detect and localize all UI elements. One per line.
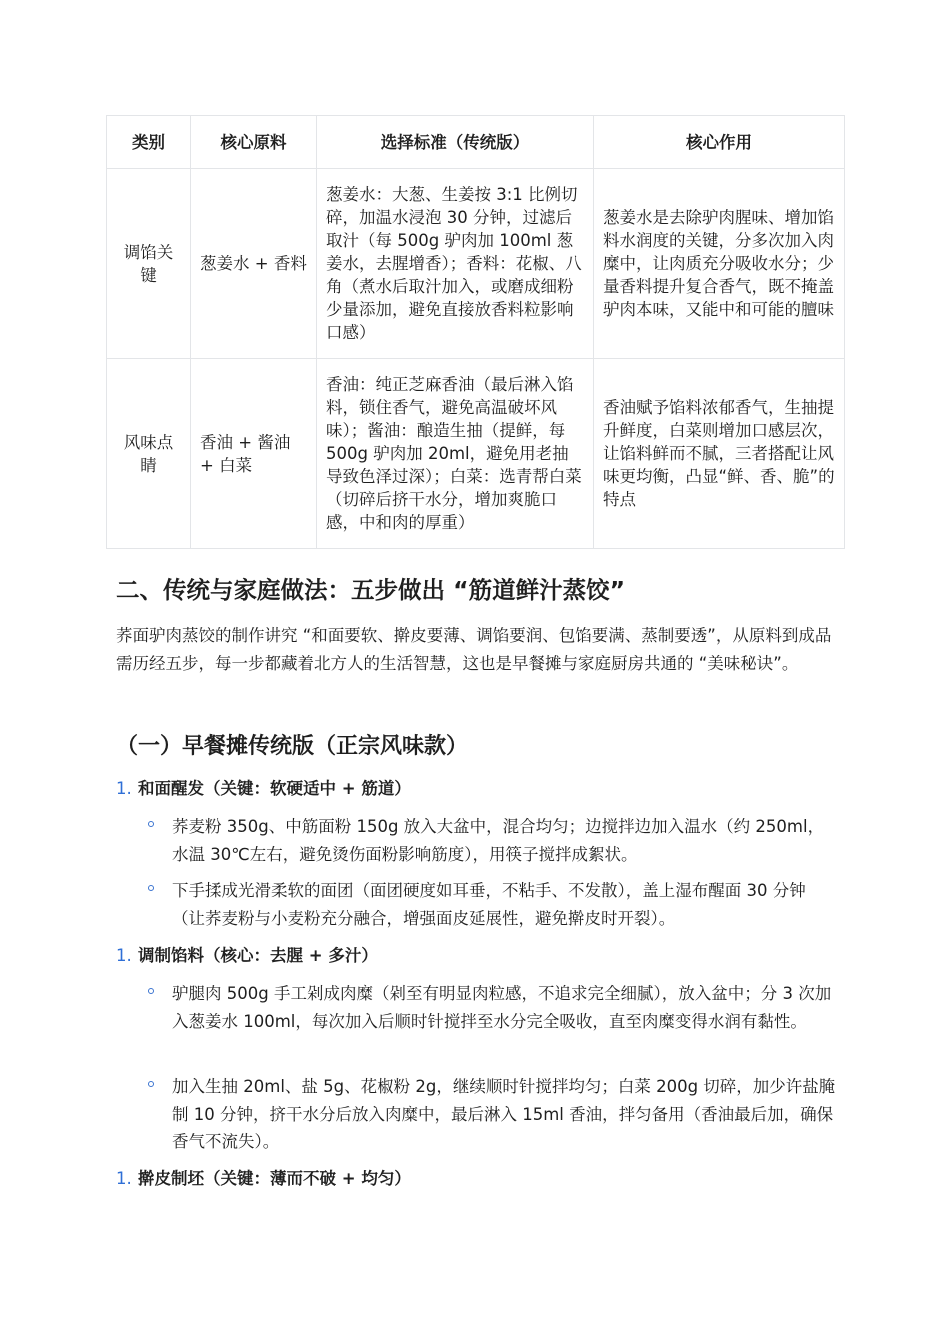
bullet-text: 驴腿肉 500g 手工剁成肉糜（剁至有明显肉粒感，不追求完全细腻），放入盆中；分 3 次加入葱姜水 100ml，每次加入后顺时针搅拌至水分完全吸收，直至肉糜变得水润有黏性。	[172, 984, 832, 1031]
step-number: 1.	[116, 1169, 132, 1188]
list-item-step	[116, 777, 411, 801]
bullet-circle-icon	[148, 1081, 154, 1087]
list-item-bullet	[148, 1073, 838, 1156]
table-cell-standard: 香油：纯正芝麻香油（最后淋入馅料，锁住香气，避免高温破坏风味）；酱油：酿造生抽（提鲜，每 500g 驴肉加 20ml，避免用老抽导致色泽过深）；白菜：选青帮白菜（切碎后挤干水分，增加爽脆口感，中和肉的厚重）	[317, 359, 594, 549]
table-cell-category: 风味点睛	[107, 359, 191, 549]
step-title: 调制馅料（核心：去腥 + 多汁）	[138, 946, 378, 965]
bullet-circle-icon	[148, 988, 154, 994]
list-item-step	[116, 1167, 411, 1191]
bullet-text: 加入生抽 20ml、盐 5g、花椒粉 2g，继续顺时针搅拌均匀；白菜 200g 切碎，加少许盐腌制 10 分钟，挤干水分后放入肉糜中，最后淋入 15ml 香油，拌匀备用（香油最后加，确保香气不流失）。	[172, 1077, 836, 1151]
recipe-table	[106, 115, 845, 549]
list-item-bullet	[148, 980, 838, 1035]
bullet-text: 荞麦粉 350g、中筋面粉 150g 放入大盆中，混合均匀；边搅拌边加入温水（约 250ml，水温 30℃左右，避免烫伤面粉影响筋度），用筷子搅拌成絮状。	[172, 817, 825, 864]
step-number: 1.	[116, 946, 132, 965]
table-row	[107, 359, 845, 549]
section-intro: 荞面驴肉蒸饺的制作讲究 “和面要软、擀皮要薄、调馅要润、包馅要满、蒸制要透”，从原料到成品需历经五步，每一步都藏着北方人的生活智慧，这也是早餐摊与家庭厨房共通的 “美味秘诀”。	[116, 626, 832, 673]
list-item-bullet	[148, 813, 838, 868]
table-header-cell: 核心作用	[594, 116, 845, 169]
bullet-text: 下手揉成光滑柔软的面团（面团硬度如耳垂，不粘手、不发散），盖上湿布醒面 30 分钟（让荞麦粉与小麦粉充分融合，增强面皮延展性，避免擀皮时开裂）。	[172, 881, 806, 928]
step-number: 1.	[116, 779, 132, 798]
bullet-circle-icon	[148, 821, 154, 827]
table-cell-standard: 葱姜水：大葱、生姜按 3:1 比例切碎，加温水浸泡 30 分钟，过滤后取汁（每 500g 驴肉加 100ml 葱姜水，去腥增香）；香料：花椒、八角（煮水后取汁加入，或磨成细粉少量添加，避免直接放香料粒影响口感）	[317, 169, 594, 359]
table-cell-ingredient: 葱姜水 + 香料	[191, 169, 317, 359]
table-cell-role: 葱姜水是去除驴肉腥味、增加馅料水润度的关键，分多次加入肉糜中，让肉质充分吸收水分；少量香料提升复合香气，既不掩盖驴肉本味，又能中和可能的膻味	[594, 169, 845, 359]
table-header-cell: 核心原料	[191, 116, 317, 169]
bullet-circle-icon	[148, 885, 154, 891]
list-item-step	[116, 944, 378, 968]
table-header-cell: 类别	[107, 116, 191, 169]
table-header-row	[107, 116, 845, 169]
table-cell-ingredient: 香油 + 酱油 + 白菜	[191, 359, 317, 549]
table-cell-category: 调馅关键	[107, 169, 191, 359]
table-cell-role: 香油赋予馅料浓郁香气，生抽提升鲜度，白菜则增加口感层次，让馅料鲜而不腻，三者搭配让风味更均衡，凸显“鲜、香、脆”的特点	[594, 359, 845, 549]
list-item-bullet	[148, 877, 838, 932]
step-title: 和面醒发（关键：软硬适中 + 筋道）	[138, 779, 411, 798]
section-heading: 二、传统与家庭做法：五步做出 “筋道鲜汁蒸饺”	[116, 576, 626, 604]
subsection-heading: （一）早餐摊传统版（正宗风味款）	[116, 734, 469, 759]
step-title: 擀皮制坯（关键：薄而不破 + 均匀）	[138, 1169, 411, 1188]
table-header-cell: 选择标准（传统版）	[317, 116, 594, 169]
table-row	[107, 169, 845, 359]
